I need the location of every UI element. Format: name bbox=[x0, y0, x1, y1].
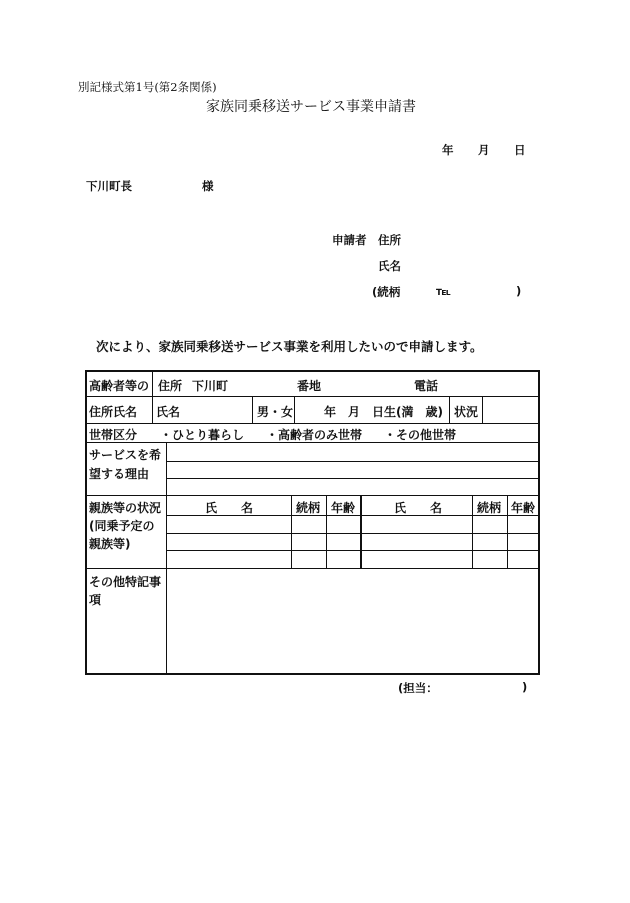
household-label: 世帯区分 bbox=[89, 428, 138, 442]
elder-status-label: 状況 bbox=[454, 405, 479, 419]
elder-birth: 年 月 日生(満 歳) bbox=[324, 405, 443, 419]
elder-banchi: 番地 bbox=[297, 379, 322, 393]
relatives-label-line1: 親族等の状況 bbox=[89, 501, 162, 515]
applicant-relation-label: (続柄 bbox=[372, 285, 401, 299]
elder-address-town: 下川町 bbox=[192, 379, 229, 393]
elder-label-line2: 住所氏名 bbox=[89, 405, 138, 419]
date-month: 月 bbox=[478, 143, 490, 157]
form-reference: 別記様式第1号(第2条関係) bbox=[78, 80, 217, 94]
relatives-label-line3: 親族等) bbox=[89, 537, 131, 551]
relatives-col-name-right: 氏 名 bbox=[394, 501, 443, 515]
household-option-alone: ・ひとり暮らし bbox=[160, 428, 245, 442]
relatives-col-relation-right: 続柄 bbox=[477, 501, 502, 515]
elder-label-line1: 高齢者等の bbox=[89, 379, 150, 393]
reason-label-line1: サービスを希 bbox=[89, 448, 162, 462]
relatives-label-line2: (同乗予定の bbox=[89, 519, 155, 533]
applicant-label: 申請者 bbox=[332, 233, 367, 247]
contact-close-paren: ) bbox=[522, 680, 528, 694]
date-year: 年 bbox=[442, 143, 454, 157]
date-day: 日 bbox=[514, 143, 526, 157]
applicant-name-label: 氏名 bbox=[378, 259, 401, 273]
intro-statement: 次により、家族同乗移送サービス事業を利用したいので申請します。 bbox=[96, 339, 483, 354]
contact-person-label: (担当： bbox=[398, 681, 438, 695]
elder-name-label: 氏名 bbox=[156, 405, 181, 419]
relatives-col-name-left: 氏 名 bbox=[205, 501, 254, 515]
relatives-col-age-right: 年齢 bbox=[511, 501, 536, 515]
form-title: 家族同乗移送サービス事業申請書 bbox=[206, 99, 416, 115]
addressee-name: 下川町長 bbox=[86, 179, 132, 193]
elder-sex: 男・女 bbox=[257, 405, 294, 419]
notes-label-line1: その他特記事 bbox=[89, 575, 162, 589]
notes-label-line2: 項 bbox=[89, 593, 102, 607]
reason-label-line2: 望する理由 bbox=[89, 467, 150, 481]
addressee-honorific: 様 bbox=[202, 179, 214, 193]
household-option-other: ・その他世帯 bbox=[384, 428, 457, 442]
household-option-elderly-only: ・高齢者のみ世帯 bbox=[266, 428, 363, 442]
elder-address-label: 住所 bbox=[158, 379, 183, 393]
applicant-address-label: 住所 bbox=[378, 233, 401, 247]
relatives-col-relation-left: 続柄 bbox=[296, 501, 321, 515]
applicant-close-paren: ) bbox=[516, 284, 522, 298]
elder-phone-label: 電話 bbox=[414, 379, 439, 393]
applicant-tel-label: ℡ bbox=[436, 284, 451, 298]
relatives-col-age-left: 年齢 bbox=[331, 501, 356, 515]
